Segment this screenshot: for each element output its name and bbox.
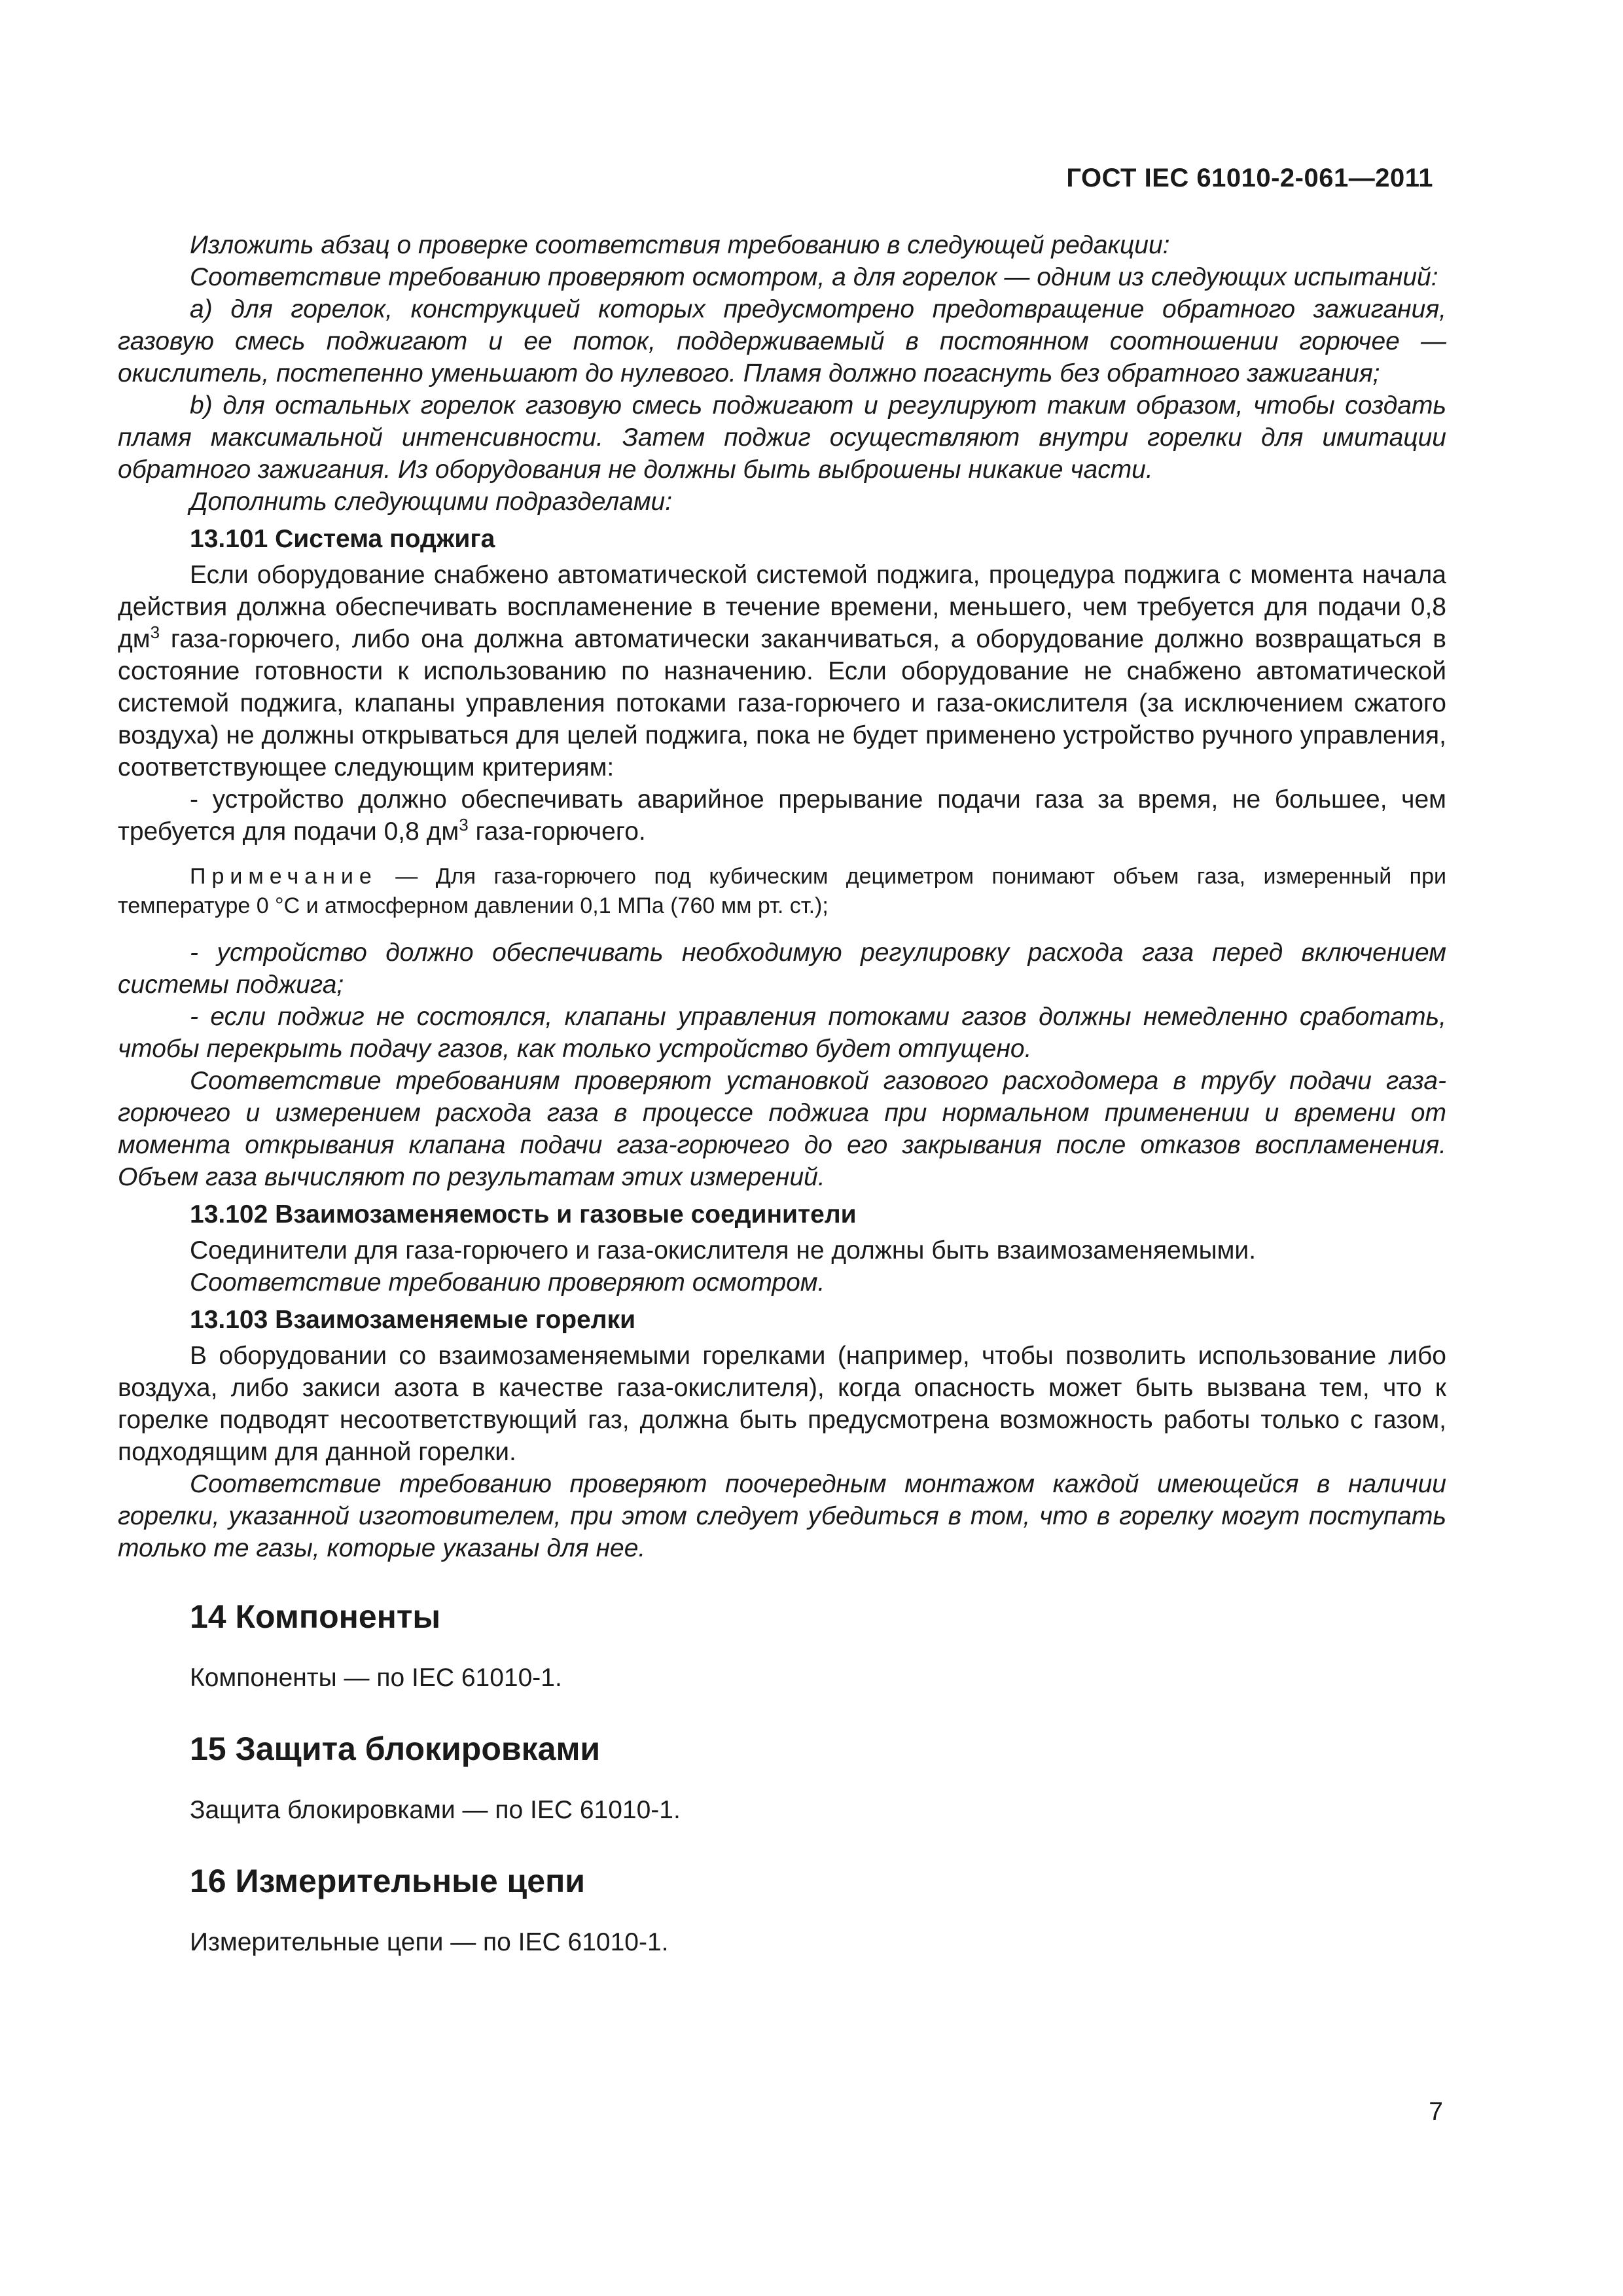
superscript-3-second: 3 (459, 815, 469, 834)
s13-101-dash1-a: - устройство должно обеспечивать аварийное прерывание подачи газа за время, не большее, чем требуется для подачи 0,8 дм (118, 785, 1446, 846)
s13-103-check: Соответствие требованию проверяют поочередным монтажом каждой имеющейся в наличии горелки, указанной изготовителем, при этом следует убедиться в том, что в горелку могут поступать только те газы, которые указаны для нее. (118, 1470, 1446, 1562)
section-14-text: Компоненты — по IEC 61010-1. (190, 1664, 562, 1692)
s13-101-dash3: - если поджиг не состоялся, клапаны управления потоками газов должны немедленно сработать, чтобы перекрыть подачу газов, как только устройство будет отпущено. (118, 1003, 1446, 1063)
heading-13-102: 13.102 Взаимозаменяемость и газовые соединители (190, 1200, 857, 1229)
s13-101-p1-b: газа-горючего, либо она должна автоматически заканчиваться, а оборудование должно возвращаться в состояние готовности к использованию по назначению. Если оборудование не снабжено автоматической системой поджига, клапаны управления потоками газа-горючего и газа-окислителя (за исключением сжатого воздуха) не должны открываться для целей поджига, пока не будет применено устройство ручного управления, соответствующее следующим критериям: (118, 625, 1446, 781)
heading-section-16: 16 Измерительные цепи (190, 1863, 586, 1899)
page-content (118, 229, 1446, 1958)
s13-101-note (118, 862, 1446, 921)
s13-101-dash1 (118, 783, 1446, 848)
heading-section-14: 14 Компоненты (190, 1598, 441, 1635)
superscript-3: 3 (150, 622, 160, 642)
intro-line2: Соответствие требованию проверяют осмотром, а для горелок — одним из следующих испытаний: (190, 263, 1438, 291)
heading-13-101: 13.101 Система поджига (190, 525, 495, 553)
heading-section-15: 15 Защита блокировками (190, 1731, 601, 1767)
s13-103-paragraph: В оборудовании со взаимозаменяемыми горелками (например, чтобы позволить использование либо воздуха, либо закиси азота в качестве газа-окислителя), когда опасность может быть вызвана тем, что к горелке подводят несоответствующий газ, должна быть предусмотрена возможность работы только с газом, подходящим для данной горелки. (118, 1342, 1446, 1466)
s13-101-paragraph (118, 559, 1446, 783)
note-label: Примечание (190, 864, 378, 889)
s13-101-p1-a: Если оборудование снабжено автоматической системой поджига, процедура поджига с момента начала действия должна обеспечивать воспламенение в течение времени, меньшего, чем требуется для подачи 0,8 дм (118, 561, 1446, 653)
document-code: ГОСТ IEC 61010-2-061—2011 (1066, 164, 1433, 192)
section-15-text: Защита блокировками — по IEC 61010-1. (190, 1796, 681, 1824)
section-16-text: Измерительные цепи — по IEC 61010-1. (190, 1928, 669, 1956)
intro-item-a: а) для горелок, конструкцией которых предусмотрено предотвращение обратного зажигания, газовую смесь поджигают и ее поток, поддерживаемый в постоянном соотношении горючее — окислитель, постепенно уменьшают до нулевого. Пламя должно погаснуть без обратного зажигания; (118, 295, 1446, 387)
intro-line1: Изложить абзац о проверке соответствия требованию в следующей редакции: (190, 231, 1170, 259)
note-text: — Для газа-горючего под кубическим дециметром понимают объем газа, измеренный при температуре 0 °С и атмосферном давлении 0,1 МПа (760 мм рт. ст.); (118, 864, 1446, 918)
intro-supplement: Дополнить следующими подразделами: (190, 488, 673, 516)
s13-101-check: Соответствие требованиям проверяют установкой газового расходомера в трубу подачи газа-горючего и измерением расхода газа в процессе поджига при нормальном применении и времени от момента открывания клапана подачи газа-горючего до его закрывания после отказов воспламенения. Объем газа вычисляют по результатам этих измерений. (118, 1067, 1446, 1191)
s13-102-check: Соответствие требованию проверяют осмотром. (190, 1268, 825, 1297)
s13-101-dash2: - устройство должно обеспечивать необходимую регулировку расхода газа перед включением системы поджига; (118, 939, 1446, 999)
page-number: 7 (1429, 2098, 1443, 2126)
s13-101-dash1-b: газа-горючего. (468, 817, 646, 846)
intro-item-b: b) для остальных горелок газовую смесь поджигают и регулируют таким образом, чтобы создать пламя максимальной интенсивности. Затем поджиг осуществляют внутри горелки для имитации обратного зажигания. Из оборудования не должны быть выброшены никакие части. (118, 391, 1446, 484)
heading-13-103: 13.103 Взаимозаменяемые горелки (190, 1306, 636, 1334)
s13-102-paragraph: Соединители для газа-горючего и газа-окислителя не должны быть взаимозаменяемыми. (190, 1236, 1257, 1265)
